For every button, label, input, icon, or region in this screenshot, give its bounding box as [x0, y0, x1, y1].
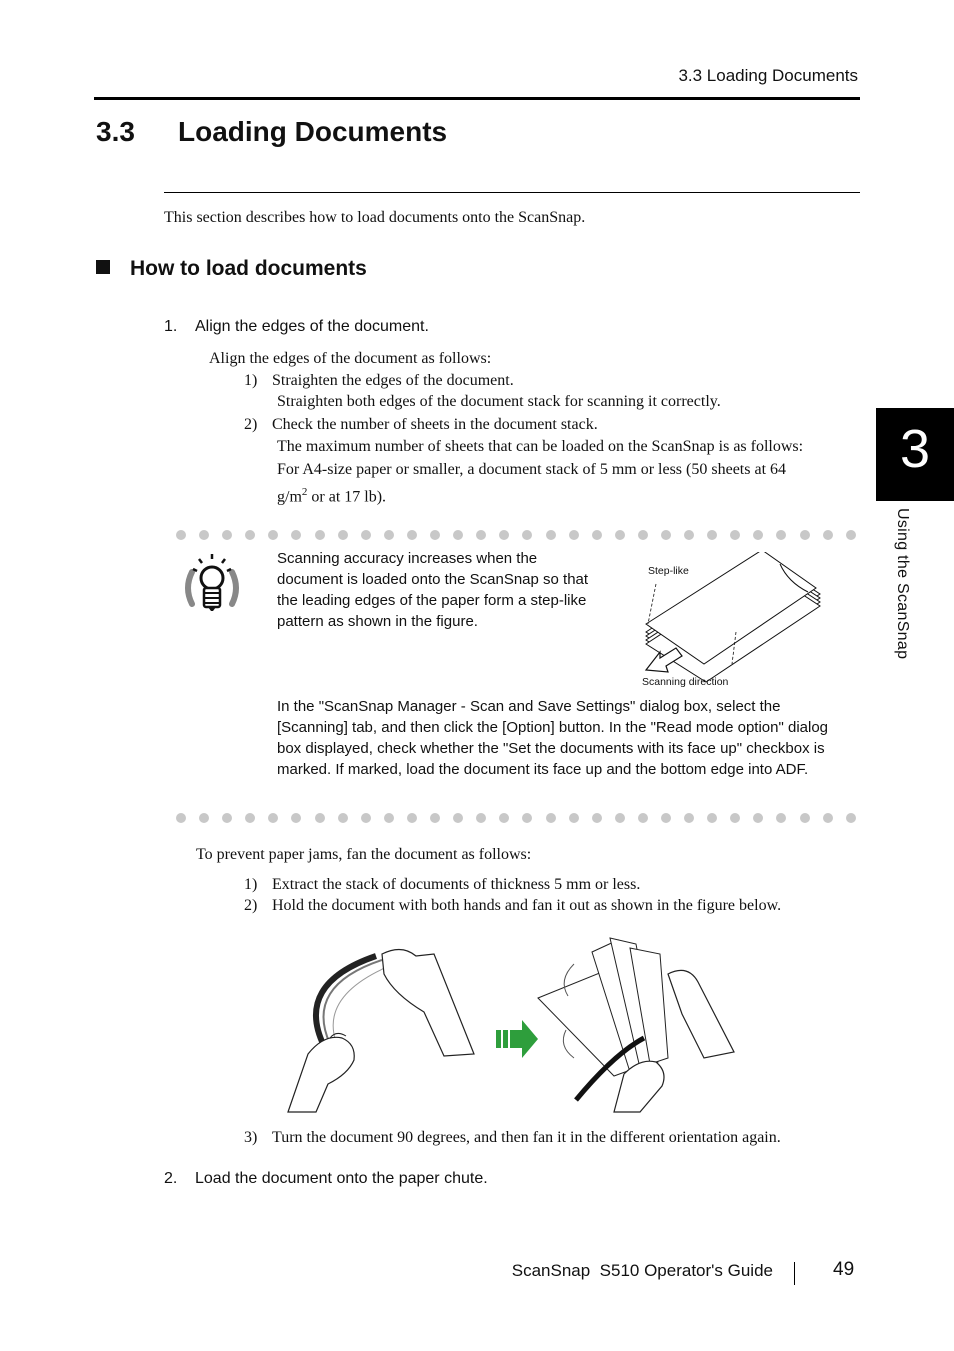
separator-dot — [245, 530, 255, 540]
fanning-item-3-number: 3) — [244, 1129, 258, 1146]
unit-text: g/m — [277, 488, 302, 506]
title-rule — [164, 192, 860, 193]
separator-dot — [361, 813, 371, 823]
separator-dot — [753, 813, 763, 823]
section-number: 3.3 — [96, 116, 135, 147]
separator-dot — [661, 813, 671, 823]
figure-label-step-like: Step-like — [648, 565, 689, 577]
separator-dot — [176, 813, 186, 823]
separator-dot — [291, 530, 301, 540]
fanning-item-1-number: 1) — [244, 876, 258, 893]
separator-dot — [846, 813, 856, 823]
separator-dot — [800, 813, 810, 823]
subsection-heading — [96, 257, 367, 281]
separator-dot — [199, 530, 209, 540]
step-1-title: Align the edges of the document. — [195, 318, 429, 335]
step-1-item-2-detail-3 — [277, 486, 386, 506]
step-1-item-1-text: Straighten the edges of the document. — [272, 372, 514, 389]
fanning-item-1-text: Extract the stack of documents of thickness 5 mm or less. — [272, 876, 641, 893]
step-1-item-2-text: Check the number of sheets in the document stack. — [272, 416, 598, 433]
hint-top-dots — [176, 528, 856, 542]
chapter-number: 3 — [899, 419, 931, 479]
square-bullet-icon — [96, 260, 110, 274]
separator-dot — [684, 813, 694, 823]
footer-guide-title: ScanSnap S510 Operator's Guide — [511, 1261, 773, 1280]
step-1-item-2-detail-2: For A4-size paper or smaller, a document stack of 5 mm or less (50 sheets at 64 — [277, 461, 787, 478]
separator-dot — [430, 530, 440, 540]
separator-dot — [499, 813, 509, 823]
separator-dot — [222, 813, 232, 823]
footer-divider — [794, 1262, 795, 1285]
separator-dot — [592, 813, 602, 823]
separator-dot — [384, 530, 394, 540]
step-2 — [164, 1170, 488, 1188]
separator-dot — [823, 813, 833, 823]
lightbulb-hint-icon — [182, 552, 242, 614]
separator-dot — [638, 530, 648, 540]
separator-dot — [522, 813, 532, 823]
separator-dot — [407, 530, 417, 540]
step-1-item-2-detail-1: The maximum number of sheets that can be loaded on the ScanSnap is as follows: — [277, 438, 804, 455]
separator-dot — [615, 813, 625, 823]
weight-text: or at 17 lb). — [307, 488, 387, 506]
fanning-lead: To prevent paper jams, fan the document as follows: — [196, 846, 532, 863]
separator-dot — [638, 813, 648, 823]
separator-dot — [800, 530, 810, 540]
separator-dot — [338, 530, 348, 540]
separator-dot — [776, 813, 786, 823]
step-2-title: Load the document onto the paper chute. — [195, 1170, 488, 1187]
separator-dot — [222, 530, 232, 540]
separator-dot — [338, 813, 348, 823]
section-title — [96, 116, 447, 148]
section-intro: This section describes how to load documents onto the ScanSnap. — [164, 209, 586, 226]
subsection-title: How to load documents — [130, 257, 367, 280]
step-1-item-1-number: 1) — [244, 372, 258, 389]
step-1-item-1-detail: Straighten both edges of the document stack for scanning it correctly. — [277, 393, 721, 410]
separator-dot — [730, 813, 740, 823]
separator-dot — [730, 530, 740, 540]
separator-dot — [453, 813, 463, 823]
separator-dot — [476, 530, 486, 540]
separator-dot — [384, 813, 394, 823]
separator-dot — [569, 530, 579, 540]
unit-superscript: 2 — [301, 486, 308, 498]
separator-dot — [846, 530, 856, 540]
step-1-item-2-number: 2) — [244, 416, 258, 433]
separator-dot — [753, 530, 763, 540]
separator-dot — [315, 813, 325, 823]
running-head: 3.3 Loading Documents — [678, 66, 858, 85]
separator-dot — [684, 530, 694, 540]
separator-dot — [268, 813, 278, 823]
separator-dot — [569, 813, 579, 823]
chapter-name: Using the ScanSnap — [894, 508, 911, 660]
separator-dot — [661, 530, 671, 540]
separator-dot — [430, 813, 440, 823]
separator-dot — [268, 530, 278, 540]
fanning-item-2-text: Hold the document with both hands and fan it out as shown in the figure below. — [272, 897, 782, 914]
separator-dot — [546, 530, 556, 540]
fanning-item-3-text: Turn the document 90 degrees, and then fan it in the different orientation again. — [272, 1129, 781, 1146]
hint-bottom-dots — [176, 811, 856, 825]
step-1-number: 1. — [164, 318, 178, 335]
fanning-illustration — [284, 934, 744, 1114]
separator-dot — [615, 530, 625, 540]
separator-dot — [291, 813, 301, 823]
separator-dot — [522, 530, 532, 540]
figure-label-scanning-direction: Scanning direction — [642, 676, 729, 688]
chapter-tab — [876, 408, 954, 501]
separator-dot — [245, 813, 255, 823]
separator-dot — [707, 530, 717, 540]
separator-dot — [499, 530, 509, 540]
separator-dot — [407, 813, 417, 823]
section-title-text: Loading Documents — [178, 116, 448, 147]
separator-dot — [453, 530, 463, 540]
separator-dot — [361, 530, 371, 540]
hint-text: Scanning accuracy increases when the document is loaded onto the ScanSnap so that the leading edges of the paper form a step-like pattern as shown in the figure. — [277, 550, 589, 630]
fanning-item-2-number: 2) — [244, 897, 258, 914]
separator-dot — [707, 813, 717, 823]
separator-dot — [776, 530, 786, 540]
separator-dot — [592, 530, 602, 540]
step-1-lead: Align the edges of the document as follows: — [209, 350, 492, 367]
separator-dot — [546, 813, 556, 823]
hint-note: In the "ScanSnap Manager - Scan and Save Settings" dialog box, select the [Scanning] tab, and then click the [Option] button. In the "Read mode option" dialog box displayed, check whether the "Set the documents with its face up" checkbox is marked. If marked, load the document its face up and the bottom edge into ADF. — [277, 698, 829, 778]
header-rule — [94, 97, 860, 100]
separator-dot — [199, 813, 209, 823]
separator-dot — [315, 530, 325, 540]
separator-dot — [476, 813, 486, 823]
step-2-number: 2. — [164, 1170, 178, 1187]
separator-dot — [176, 530, 186, 540]
step-1 — [164, 318, 429, 336]
separator-dot — [823, 530, 833, 540]
page-number: 49 — [833, 1259, 855, 1280]
